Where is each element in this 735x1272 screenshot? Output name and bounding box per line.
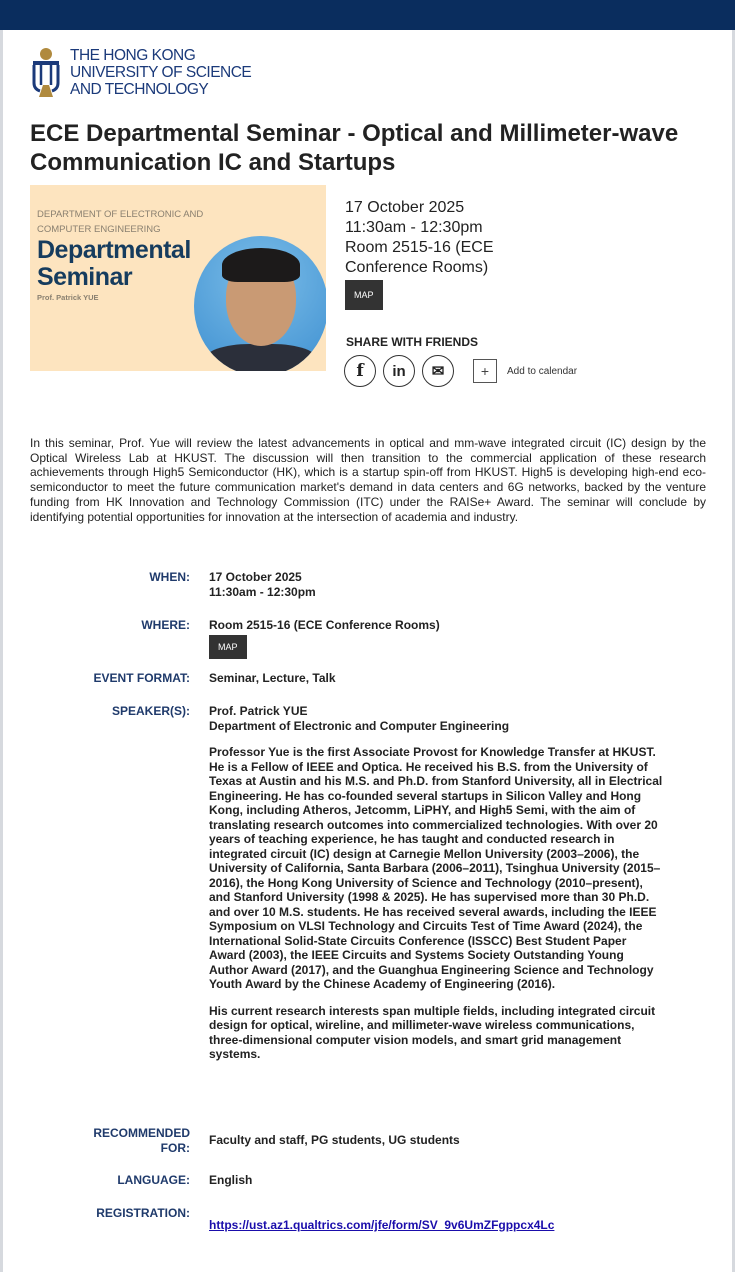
speaker-row bbox=[0, 704, 735, 1061]
when-row bbox=[0, 570, 735, 599]
speaker-label: SPEAKER(S): bbox=[111, 704, 190, 718]
recommended-label: RECOMMENDED bbox=[93, 1126, 190, 1140]
format-row bbox=[0, 671, 735, 686]
recommended-value: Faculty and staff, PG students, UG students bbox=[209, 1133, 460, 1147]
summary-time: 11:30am - 12:30pm bbox=[345, 219, 483, 236]
map-button[interactable]: MAP bbox=[345, 280, 383, 310]
language-label: LANGUAGE: bbox=[117, 1173, 190, 1187]
recommended-label: FOR: bbox=[160, 1140, 190, 1155]
speaker-name: Prof. Patrick YUE bbox=[209, 704, 308, 718]
banner-dept: DEPARTMENT OF ELECTRONIC AND bbox=[37, 209, 204, 220]
registration-link[interactable]: https://ust.az1.qualtrics.com/jfe/form/SV_9v6UmZFgppcx4Lc bbox=[209, 1218, 555, 1232]
banner-heading: Departmental bbox=[37, 236, 191, 264]
registration-label: REGISTRATION: bbox=[96, 1206, 190, 1220]
event-summary bbox=[345, 198, 535, 310]
where-label: WHERE: bbox=[141, 618, 190, 632]
hkust-emblem-icon bbox=[30, 47, 62, 99]
when-time: 11:30am - 12:30pm bbox=[209, 584, 316, 599]
linkedin-share-icon[interactable]: in bbox=[383, 355, 415, 387]
logo-line: THE HONG KONG bbox=[70, 47, 196, 64]
top-bar bbox=[0, 0, 735, 30]
format-value: Seminar, Lecture, Talk bbox=[209, 671, 336, 685]
page-title: ECE Departmental Seminar - Optical and Millimeter-wave Communication IC and Startups bbox=[30, 120, 679, 176]
speaker-bio: Professor Yue is the first Associate Provost for Knowledge Transfer at HKUST. He is a Fellow of IEEE and Optica. He received his B.S. from the University of Texas at Austin and his M.S. and Ph.D. from Stanford University, all in Electrical Engineering. He has co-founded several startups in Silicon Valley and Hong Kong, including Atheros, Jetcomm, LiPHY, and High5 Semi, with the aim of translating research outcomes into commercialized technologies. With over 20 years of teaching experience, he has taught and conducted research in integrated circuit (IC) design at Carnegie Mellon University (2003–2006), the University of California, Santa Barbara (2006–2011), Tsinghua University (2015–2016), the Hong Kong University of Science and Technology (2010–present), and Stanford University (1998 & 2025). He has supervised more than 30 Ph.D. and over 10 M.S. students. He has received several awards, including the IEEE Symposium on VLSI Technology and Circuits Test of Time Award (2024), the International Solid-State Circuits Conference (ISSCC) Best Student Paper Award (2003), the IEEE Circuits and Systems Society Outstanding Young Author Award (2017), and the Guanghua Engineering Science and Technology Youth Award by the Chinese Academy of Engineering (2016). bbox=[209, 745, 663, 991]
details-map-button[interactable]: MAP bbox=[209, 635, 247, 660]
speaker-dept: Department of Electronic and Computer Engineering bbox=[209, 718, 510, 733]
logo-line: UNIVERSITY OF SCIENCE bbox=[70, 64, 252, 81]
recommended-row bbox=[0, 1126, 735, 1155]
email-share-icon[interactable]: ✉ bbox=[422, 355, 454, 387]
where-row bbox=[0, 618, 735, 652]
facebook-share-icon[interactable]: f bbox=[344, 355, 376, 387]
summary-date: 17 October 2025 bbox=[345, 199, 465, 216]
hkust-logo[interactable] bbox=[30, 47, 251, 99]
format-label: EVENT FORMAT: bbox=[93, 671, 190, 685]
seminar-banner-image bbox=[30, 185, 326, 371]
add-to-calendar-label: Add to calendar bbox=[507, 365, 578, 377]
banner-dept: COMPUTER ENGINEERING bbox=[37, 224, 161, 235]
summary-venue: Room 2515-16 (ECE Conference Rooms) bbox=[345, 239, 494, 276]
banner-heading: Seminar bbox=[37, 263, 133, 291]
add-to-calendar-button[interactable] bbox=[473, 359, 577, 383]
event-description: In this seminar, Prof. Yue will review the latest advancements in optical and mm-wave integrated circuit (IC) design by the Optical Wireless Lab at HKUST. The discussion will then transition to the commercial application of these research achievements through High5 Semiconductor (HK), which is a startup spin-off from HKUST. High5 is developing high-end eco-semiconductor to meet the future communication market's demand in data centers and 6G networks, backed by the venture funding from HK Innovation and Technology Commission (ITC) under the RAISe+ Award. The seminar will conclude by identifying potential opportunities for innovation at the intersection of academia and industry. bbox=[30, 436, 706, 524]
share-heading: SHARE WITH FRIENDS bbox=[346, 335, 478, 349]
speaker-interests: His current research interests span multiple fields, including integrated circuit design for optical, wireline, and millimeter-wave wireless communications, three-dimensional computer vision models, and smart grid management systems. bbox=[209, 1003, 656, 1061]
language-row bbox=[0, 1173, 735, 1188]
registration-row bbox=[0, 1206, 735, 1232]
banner-speaker: Prof. Patrick YUE bbox=[37, 293, 99, 302]
calendar-icon: + bbox=[473, 359, 497, 383]
language-value: English bbox=[209, 1173, 253, 1187]
when-date: 17 October 2025 bbox=[209, 570, 302, 584]
where-value: Room 2515-16 (ECE Conference Rooms) bbox=[209, 618, 440, 632]
speaker-photo bbox=[194, 236, 326, 371]
logo-line: AND TECHNOLOGY bbox=[70, 81, 209, 98]
when-label: WHEN: bbox=[149, 570, 190, 584]
